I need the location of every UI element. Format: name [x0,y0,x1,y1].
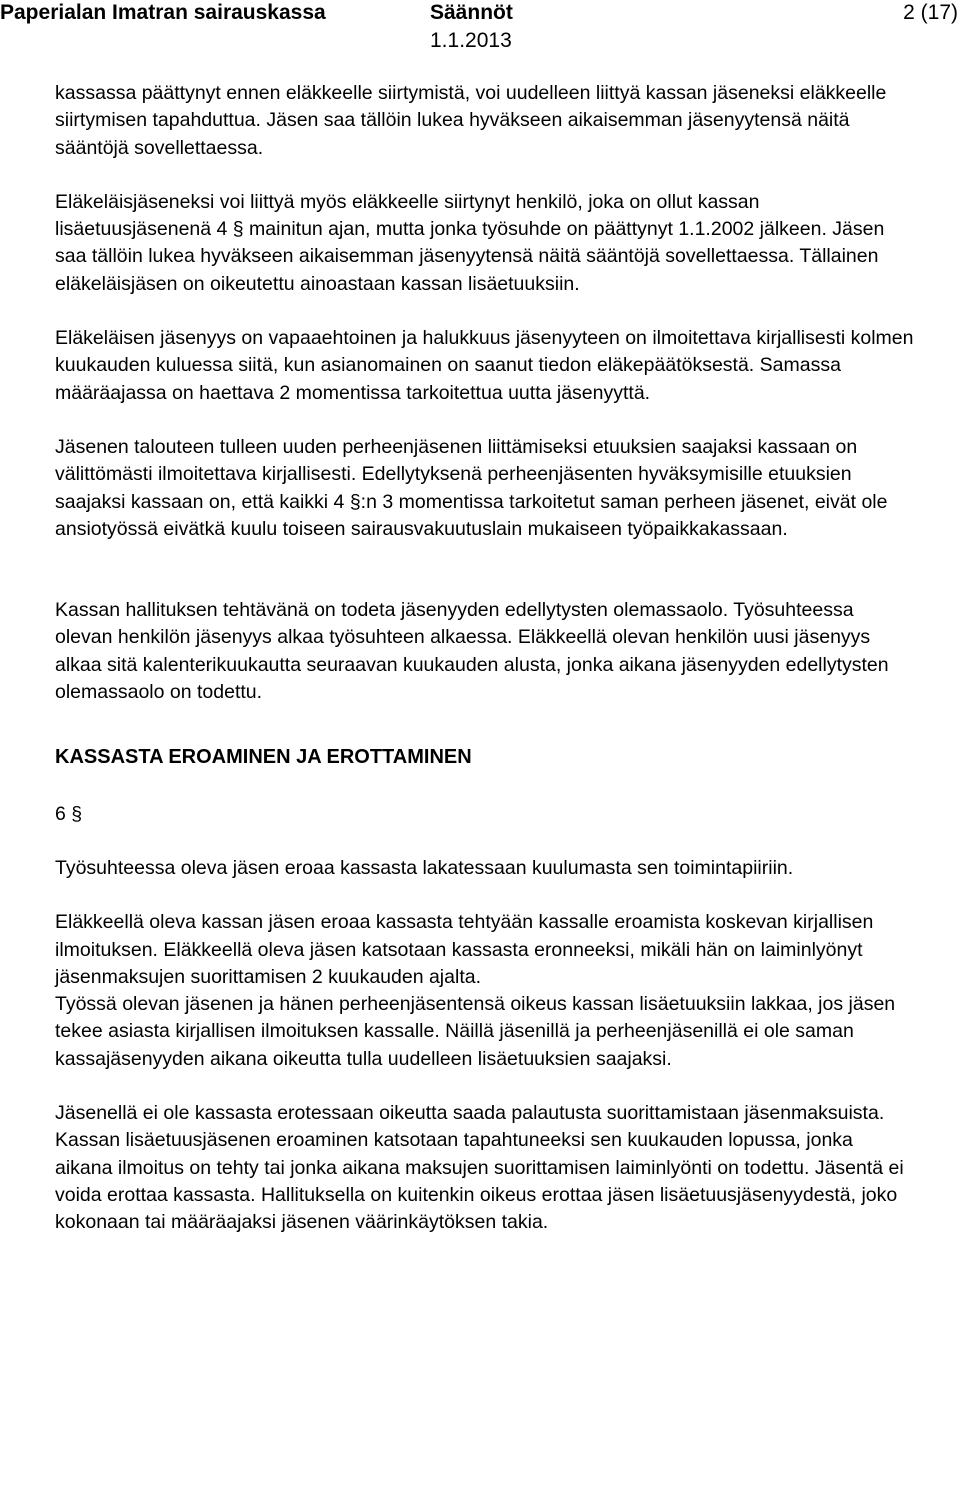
header-page-number: 2 (17) [903,1,958,24]
paragraph: Työsuhteessa oleva jäsen eroaa kassasta lakatessaan kuulumasta sen toimintapiiriin. [55,856,794,879]
paragraph: Eläkeläisjäseneksi voi liittyä myös eläkkeelle siirtynyt henkilö, joka on ollut kassan lisäetuusjäsenenä 4 § mainitun ajan, mutta jonka työsuhde on päättynyt 1.1.2002 jälkeen. Jäsen saa tällöin lukea hyväkseen aikaisemman jäsenyytensä näitä sääntöjä sovellettaessa. Tällainen eläkeläisjäsen on oikeutettu ainoastaan kassan lisäetuuksiin. [55,190,885,295]
section-number: 6 § [55,802,83,825]
header-document-title: Säännöt [430,1,513,24]
section-heading: KASSASTA EROAMINEN JA EROTTAMINEN [55,746,472,769]
paragraph: Jäsenen talouteen tulleen uuden perheenjäsenen liittämiseksi etuuksien saajaksi kassaan on välittömästi ilmoitettava kirjallisesti. Edellytyksenä perheenjäsenten hyväksymisille etuuksien saajaksi kassaan on, että kaikki 4 §:n 3 momentissa tarkoitetut saman perheen jäsenet, eivät ole ansiotyössä eivätkä kuulu toiseen sairausvakuutuslain mukaiseen työpaikkakassaan. [55,435,888,540]
paragraph: Eläkeläisen jäsenyys on vapaaehtoinen ja halukkuus jäsenyyteen on ilmoitettava kirjallisesti kolmen kuukauden kuluessa siitä, kun asianomainen on saanut tiedon eläkepäätöksestä. Samassa määräajassa on haettava 2 momentissa tarkoitettua uutta jäsenyyttä. [55,327,914,404]
document-body [55,80,915,1237]
header-organization: Paperialan Imatran sairauskassa [0,1,326,24]
paragraph: Kassan lisäetuusjäsenen eroaminen katsotaan tapahtuneeksi sen kuukauden lopussa, jonka aikana ilmoitus on tehty tai jonka aikana maksujen suorittamisen laiminlyönti on todettu. Jäsentä ei voida erottaa kassasta. Hallituksella on kuitenkin oikeus erottaa jäsen lisäetuusjäsenyydestä, joko kokonaan tai määräajaksi jäsenen väärinkäytöksen takia. [55,1129,904,1234]
header-date: 1.1.2013 [430,29,512,52]
paragraph: Jäsenellä ei ole kassasta erotessaan oikeutta saada palautusta suorittamistaan jäsenmaksuista. [55,1102,885,1125]
paragraph: Työssä olevan jäsenen ja hänen perheenjäsentensä oikeus kassan lisäetuuksiin lakkaa, jos jäsen tekee asiasta kirjallisen ilmoituksen kassalle. Näillä jäsenillä ja perheenjäsenillä ei ole saman kassajäsenyyden aikana oikeutta tulla uudelleen lisäetuuksien saajaksi. [55,993,896,1070]
paragraph: Eläkkeellä oleva kassan jäsen eroaa kassasta tehtyään kassalle eroamista koskevan kirjallisen ilmoituksen. Eläkkeellä oleva jäsen katsotaan kassasta eronneeksi, mikäli hän on laiminlyönyt jäsenmaksujen suorittamisen 2 kuukauden ajalta. [55,911,874,988]
paragraph: kassassa päättynyt ennen eläkkeelle siirtymistä, voi uudelleen liittyä kassan jäseneksi eläkkeelle siirtymisen tapahduttua. Jäsen saa tällöin lukea hyväkseen aikaisemman jäsenyytensä näitä sääntöjä sovellettaessa. [55,82,887,159]
paragraph: Kassan hallituksen tehtävänä on todeta jäsenyyden edellytysten olemassaolo. Työsuhteessa olevan henkilön jäsenyys alkaa työsuhteen alkaessa. Eläkkeellä olevan henkilön uusi jäsenyys alkaa sitä kalenterikuukautta seuraavan kuukauden alusta, jonka aikana jäsenyyden edellytysten olemassaolo on todettu. [55,599,889,704]
